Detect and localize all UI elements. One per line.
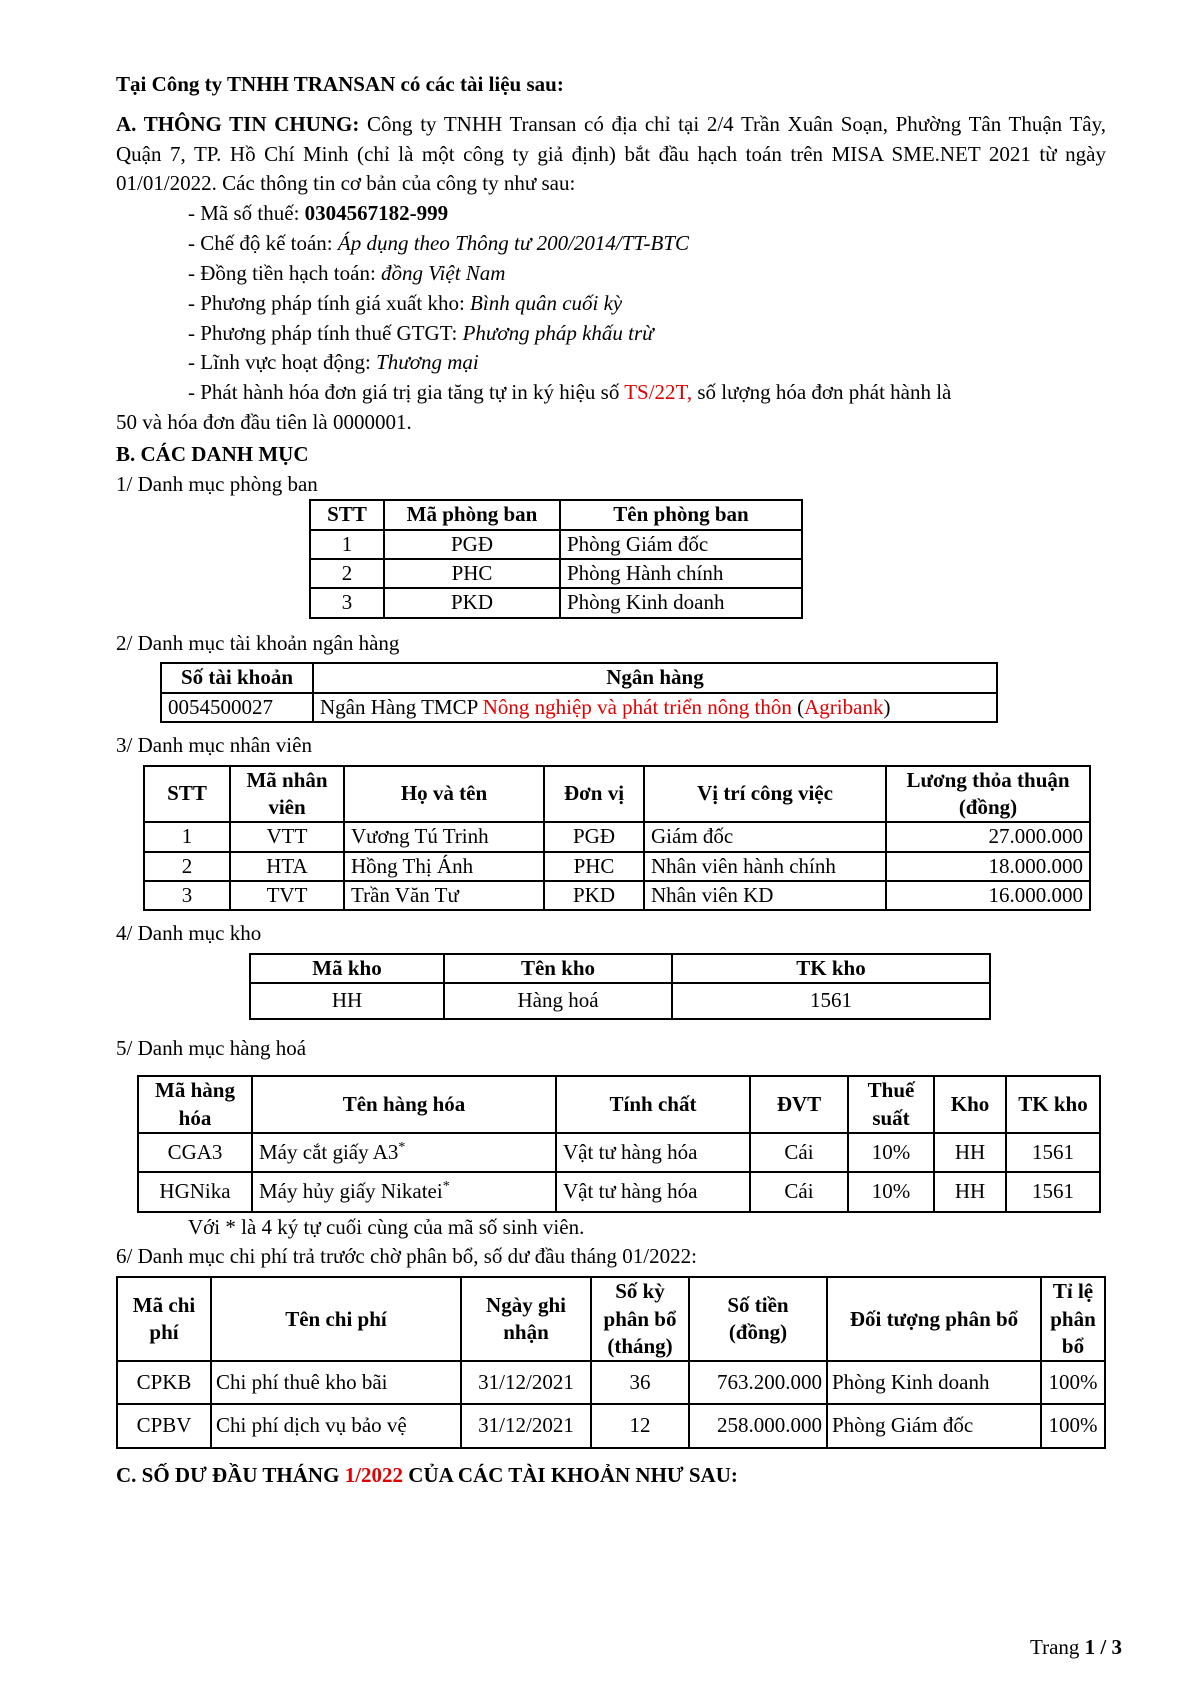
section-b-label: B. CÁC DANH MỤC [116,441,309,466]
warehouse-table [249,953,991,1020]
section-c-month: 1/2022 [344,1462,404,1487]
bank-name-part: ) [883,694,891,719]
table-header: Lương thỏa thuận (đồng) [886,766,1090,823]
goods-caption: 5/ Danh mục hàng hoá [116,1035,307,1060]
table-header: Thuế suất [848,1076,934,1133]
table-cell: PKD [384,588,560,617]
table-cell: Cái [750,1172,848,1211]
bank-name-highlight: Nông nghiệp và phát triển nông thôn [482,694,792,719]
table-row [250,983,990,1018]
table-header: Đối tượng phân bổ [827,1277,1041,1361]
page-number [1030,1635,1122,1660]
table-cell: HGNika [138,1172,252,1211]
table-row [144,822,1090,851]
table-row [117,1361,1105,1404]
table-header: Mã phòng ban [384,500,560,529]
invoice-text-cont: số lượng hóa đơn phát hành là [692,380,952,405]
asterisk-mark: * [398,1140,406,1156]
table-cell [252,1172,556,1211]
department-table [309,499,803,618]
invoice-line [116,378,1106,408]
table-cell: Cái [750,1133,848,1172]
vat-method-line [116,319,1106,349]
table-cell: 18.000.000 [886,852,1090,881]
table-header: Ngân hàng [313,663,997,692]
table-cell: 100% [1041,1361,1105,1404]
table-row [161,693,997,722]
section-a-label: A. THÔNG TIN CHUNG: [116,111,360,136]
table-header: Tên hàng hóa [252,1076,556,1133]
table-cell: Phòng Giám đốc [827,1404,1041,1447]
tax-code-line [116,199,1106,229]
table-header: Tên chi phí [211,1277,461,1361]
table-cell: 763.200.000 [689,1361,827,1404]
section-c-heading [116,1461,1106,1491]
table-cell: 100% [1041,1404,1105,1447]
table-header: Vị trí công việc [644,766,886,823]
table-row [144,881,1090,910]
business-field-label: - Lĩnh vực hoạt động: [188,350,377,375]
table-cell: 12 [591,1404,689,1447]
table-header: Kho [934,1076,1006,1133]
table-header: Họ và tên [344,766,544,823]
table-cell: Nhân viên KD [644,881,886,910]
table-cell: PGĐ [384,530,560,559]
table-cell: Vật tư hàng hóa [556,1133,750,1172]
table-header: TK kho [672,954,990,983]
table-cell: PHC [384,559,560,588]
table-row [310,588,802,617]
staff-table [143,765,1091,911]
table-cell: 1561 [672,983,990,1018]
prepaid-caption: 6/ Danh mục chi phí trả trước chờ phân bổ, số dư đầu tháng 01/2022: [116,1244,697,1269]
table-row [138,1172,1100,1211]
bank-caption: 2/ Danh mục tài khoản ngân hàng [116,630,400,655]
table-cell: Nhân viên hành chính [644,852,886,881]
table-header: Tỉ lệ phân bổ [1041,1277,1105,1361]
section-c-text: C. SỐ DƯ ĐẦU THÁNG [116,1462,345,1487]
warehouse-caption: 4/ Danh mục kho [116,921,262,946]
table-cell: Phòng Kinh doanh [560,588,802,617]
table-cell: CGA3 [138,1133,252,1172]
table-header: STT [144,766,230,823]
table-cell: 36 [591,1361,689,1404]
table-row [310,530,802,559]
table-cell: VTT [230,822,344,851]
bank-name [313,693,997,722]
inventory-method-value: Bình quân cuối kỳ [470,290,623,315]
table-header: Tên kho [444,954,672,983]
account-number: 0054500027 [161,693,313,722]
document-heading: Tại Công ty TNHH TRANSAN có các tài liệu sau: [116,72,564,96]
table-cell: 16.000.000 [886,881,1090,910]
table-header: Mã chi phí [117,1277,211,1361]
table-header: Đơn vị [544,766,644,823]
table-cell: CPBV [117,1404,211,1447]
asterisk-mark: * [442,1179,450,1195]
goods-name: Máy hủy giấy Nikatei [259,1179,443,1204]
inventory-method-label: - Phương pháp tính giá xuất kho: [188,290,471,315]
accounting-regime-value: Áp dụng theo Thông tư 200/2014/TT-BTC [337,231,690,256]
page-label: Trang [1030,1635,1085,1659]
table-cell: Phòng Kinh doanh [827,1361,1041,1404]
page-count: 1 / 3 [1084,1635,1122,1659]
table-cell: Chi phí thuê kho bãi [211,1361,461,1404]
vat-method-label: - Phương pháp tính thuế GTGT: [188,320,463,345]
goods-note: Với * là 4 ký tự cuối cùng của mã số sinh viên. [188,1214,585,1239]
inventory-method-line [116,289,1106,319]
goods-name: Máy cắt giấy A3 [259,1140,399,1165]
table-cell: PHC [544,852,644,881]
goods-table [137,1075,1101,1212]
table-cell: 10% [848,1133,934,1172]
general-info-text: Công ty TNHH Transan có địa chỉ tại 2/4 Trần Xuân Soạn, Phường Tân Thuận Tây, Quận 7, TP. Hồ Chí Minh (chỉ là một công ty giả định) bắt đầu hạch toán trên MISA SME.NET 2021 từ ngày 01/01/2022. Các thông tin cơ bản của công ty như sau: [116,111,1106,196]
table-cell: Chi phí dịch vụ bảo vệ [211,1404,461,1447]
table-cell: 1561 [1006,1133,1100,1172]
business-field-line [116,348,1106,378]
table-header: STT [310,500,384,529]
table-cell: 3 [144,881,230,910]
table-cell: 2 [144,852,230,881]
table-cell: 3 [310,588,384,617]
dept-caption: 1/ Danh mục phòng ban [116,471,318,496]
table-cell: Phòng Hành chính [560,559,802,588]
table-cell: Trần Văn Tư [344,881,544,910]
table-row [144,852,1090,881]
table-cell: PGĐ [544,822,644,851]
table-header: Tên phòng ban [560,500,802,529]
table-cell: Hồng Thị Ánh [344,852,544,881]
table-header: Mã nhân viên [230,766,344,823]
tax-code-label: - Mã số thuế: [188,201,305,226]
table-cell: HH [934,1172,1006,1211]
table-cell: Hàng hoá [444,983,672,1018]
currency-line [116,259,1106,289]
table-cell [252,1133,556,1172]
invoice-code: TS/22T, [624,380,693,405]
section-c-text-cont: CỦA CÁC TÀI KHOẢN NHƯ SAU: [403,1462,738,1487]
table-header: TK kho [1006,1076,1100,1133]
table-cell: 1 [310,530,384,559]
table-cell: TVT [230,881,344,910]
table-cell: 2 [310,559,384,588]
table-header: Mã hàng hóa [138,1076,252,1133]
accounting-regime-label: - Chế độ kế toán: [188,231,338,256]
vat-method-value: Phương pháp khấu trừ [462,320,654,345]
table-header: Ngày ghi nhận [461,1277,591,1361]
table-row [138,1133,1100,1172]
invoice-text: - Phát hành hóa đơn giá trị gia tăng tự in ký hiệu số [188,380,625,405]
table-cell: Giám đốc [644,822,886,851]
table-cell: Vương Tú Trinh [344,822,544,851]
table-cell: PKD [544,881,644,910]
table-header: Số kỳ phân bổ (tháng) [591,1277,689,1361]
bank-name-part: ( [791,694,805,719]
table-cell: 31/12/2021 [461,1404,591,1447]
table-cell: 1561 [1006,1172,1100,1211]
document-page [116,70,1106,1491]
table-header: ĐVT [750,1076,848,1133]
bank-account-table [160,662,998,723]
table-cell: 31/12/2021 [461,1361,591,1404]
table-header: Tính chất [556,1076,750,1133]
business-field-value: Thương mại [376,350,479,375]
currency-value: đồng Việt Nam [381,260,506,285]
table-header: Mã kho [250,954,444,983]
table-cell: Vật tư hàng hóa [556,1172,750,1211]
table-cell: 10% [848,1172,934,1211]
table-header: Số tiền (đồng) [689,1277,827,1361]
table-cell: Phòng Giám đốc [560,530,802,559]
table-header: Số tài khoản [161,663,313,692]
table-cell: HH [250,983,444,1018]
staff-caption: 3/ Danh mục nhân viên [116,732,312,757]
accounting-regime-line [116,229,1106,259]
tax-code-value: 0304567182-999 [304,201,449,226]
general-info-paragraph [116,110,1106,199]
table-cell: HH [934,1133,1006,1172]
bank-name-highlight: Agribank [804,694,884,719]
table-row [117,1404,1105,1447]
table-cell: 27.000.000 [886,822,1090,851]
currency-label: - Đồng tiền hạch toán: [188,260,382,285]
prepaid-expense-table [116,1276,1106,1448]
bank-name-part: Ngân Hàng TMCP [320,694,483,719]
table-cell: 1 [144,822,230,851]
table-cell: CPKB [117,1361,211,1404]
table-cell: 258.000.000 [689,1404,827,1447]
invoice-line-end: 50 và hóa đơn đầu tiên là 0000001. [116,409,412,434]
table-row [310,559,802,588]
table-cell: HTA [230,852,344,881]
